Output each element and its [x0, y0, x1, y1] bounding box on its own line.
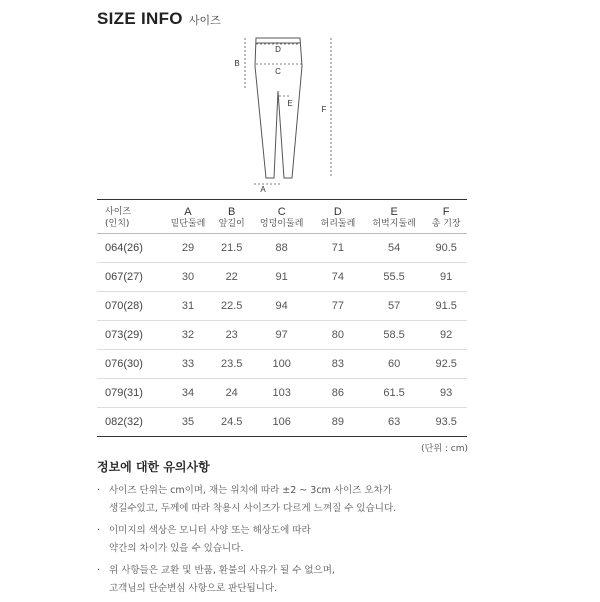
- label-e: E: [287, 99, 293, 108]
- column-header-e: E 허벅지둘레: [363, 200, 425, 234]
- value-cell: 60: [363, 350, 425, 379]
- value-cell: 23.5: [213, 350, 250, 379]
- label-a: A: [260, 185, 266, 194]
- value-cell: 74: [313, 263, 363, 292]
- value-cell: 61.5: [363, 379, 425, 408]
- label-f: F: [321, 105, 327, 114]
- value-cell: 93.5: [435, 416, 457, 428]
- bullet-icon: ·: [97, 525, 101, 536]
- value-cell: 91.5: [425, 292, 467, 321]
- note-line: 약간의 차이가 있을 수 있습니다.: [109, 543, 244, 554]
- table-row: [97, 263, 467, 292]
- pants-measurement-diagram: [228, 36, 338, 196]
- value-cell: 92.5: [425, 350, 467, 379]
- list-item: [97, 482, 497, 518]
- value-cell: 91: [425, 263, 467, 292]
- value-cell: 63: [387, 416, 401, 428]
- note-line: 이미지의 색상은 모니터 사양 또는 해상도에 따라: [109, 525, 311, 536]
- column-header-c: C 엉덩이둘레: [250, 200, 312, 234]
- table-row: [97, 321, 467, 350]
- pants-outline: [255, 38, 302, 178]
- bullet-icon: ·: [97, 565, 101, 576]
- list-item: [97, 562, 497, 598]
- value-cell: 100: [250, 350, 312, 379]
- value-cell: 22: [213, 263, 250, 292]
- size-info-title: [97, 9, 221, 29]
- table-row: [97, 350, 467, 379]
- note-line: 생길수있고, 두께에 따라 착용시 사이즈가 다르게 느껴질 수 있습니다.: [109, 503, 397, 514]
- value-cell: 86: [313, 379, 363, 408]
- note-line: 위 사항들은 교환 및 반품, 환불의 사유가 될 수 없으며,: [109, 565, 335, 576]
- value-cell: 30: [163, 263, 213, 292]
- size-table: [97, 199, 467, 437]
- value-cell: 24: [213, 379, 250, 408]
- size-cell: 076(30): [97, 350, 163, 379]
- value-cell: 97: [250, 321, 312, 350]
- value-cell: 94: [250, 292, 312, 321]
- size-cell: 070(28): [97, 292, 163, 321]
- value-cell: 93: [425, 379, 467, 408]
- notes-title: 정보에 대한 유의사항: [97, 460, 210, 474]
- table-row: [97, 379, 467, 408]
- title-english: SIZE INFO: [97, 9, 183, 28]
- label-b: B: [234, 59, 240, 68]
- list-item: [97, 522, 497, 558]
- note-line: 사이즈 단위는 cm이며, 재는 위치에 따라 ±2 ~ 3cm 사이즈 오차가: [109, 485, 392, 496]
- value-cell: 106: [272, 416, 291, 428]
- value-cell: 54: [363, 234, 425, 263]
- value-cell: 91: [250, 263, 312, 292]
- value-cell: 22.5: [213, 292, 250, 321]
- value-cell: 92: [425, 321, 467, 350]
- value-cell: 57: [363, 292, 425, 321]
- notes-list: [97, 482, 497, 602]
- column-header-f: F 총 기장: [425, 200, 467, 234]
- value-cell: 23: [213, 321, 250, 350]
- value-cell: 32: [163, 321, 213, 350]
- unit-label: (단위 : cm): [421, 444, 468, 454]
- label-c: C: [275, 67, 281, 76]
- table-row: [97, 292, 467, 321]
- size-cell: 067(27): [97, 263, 163, 292]
- size-cell: 064(26): [97, 234, 163, 263]
- value-cell: 24.5: [220, 416, 243, 428]
- table-row: [97, 234, 467, 263]
- column-header-b: B 앞길이: [213, 200, 250, 234]
- size-cell: 073(29): [97, 321, 163, 350]
- value-cell: 31: [163, 292, 213, 321]
- value-cell: 88: [250, 234, 312, 263]
- note-line: 고객님의 단순변심 사항으로 판단됩니다.: [109, 583, 278, 594]
- value-cell: 29: [163, 234, 213, 263]
- size-cell: 082(32): [105, 416, 143, 428]
- column-header-a: A 밑단둘레: [163, 200, 213, 234]
- value-cell: 90.5: [425, 234, 467, 263]
- value-cell: 55.5: [363, 263, 425, 292]
- value-cell: 103: [250, 379, 312, 408]
- size-cell: 079(31): [97, 379, 163, 408]
- value-cell: 21.5: [213, 234, 250, 263]
- label-d: D: [275, 45, 281, 54]
- title-korean: 사이즈: [188, 14, 221, 27]
- bullet-icon: ·: [97, 485, 101, 496]
- table-row: [97, 408, 467, 437]
- value-cell: 80: [313, 321, 363, 350]
- value-cell: 89: [331, 416, 345, 428]
- value-cell: 33: [163, 350, 213, 379]
- column-header-d: D 허리둘레: [313, 200, 363, 234]
- value-cell: 58.5: [363, 321, 425, 350]
- value-cell: 77: [313, 292, 363, 321]
- size-header: 사이즈 (인치): [97, 200, 163, 234]
- value-cell: 83: [313, 350, 363, 379]
- value-cell: 71: [313, 234, 363, 263]
- value-cell: 35: [181, 416, 195, 428]
- size-table-header: [97, 200, 467, 234]
- value-cell: 34: [163, 379, 213, 408]
